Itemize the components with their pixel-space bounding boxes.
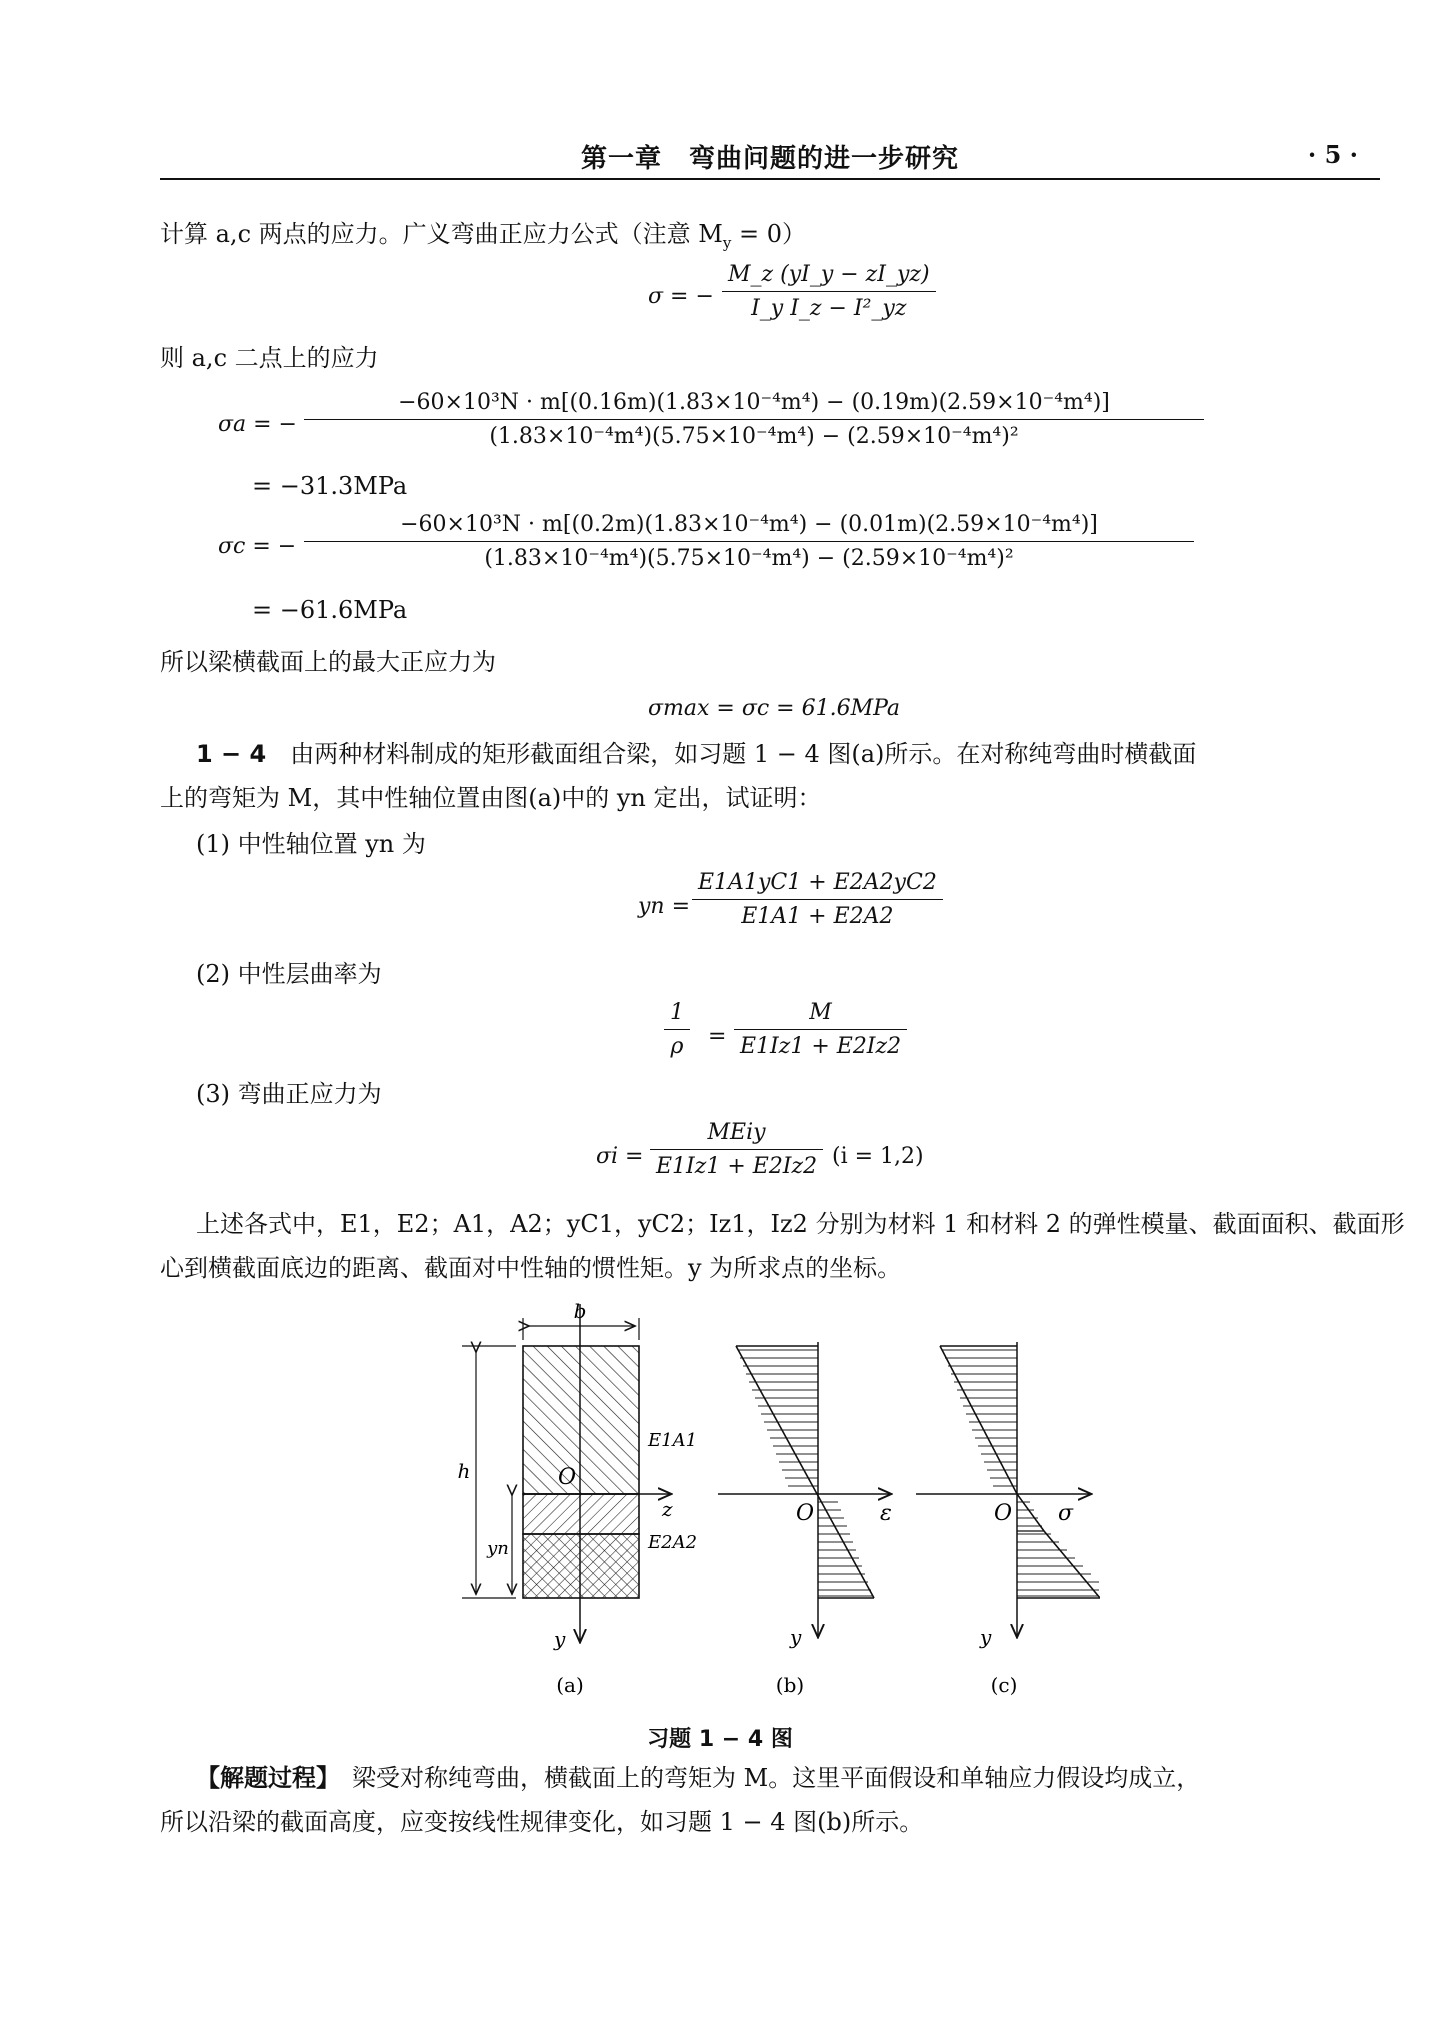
stress-hatching (942, 1350, 1099, 1596)
stress-line (940, 1346, 1100, 1598)
problem-line-1: 1 − 4 由两种材料制成的矩形截面组合梁，如习题 1 − 4 图(a)所示。在对称纯弯曲时横截面 (196, 740, 1197, 768)
sigma-label: σ (1058, 1501, 1074, 1526)
material-1-region (523, 1346, 639, 1494)
eq-rho-left-den: ρ (664, 1029, 690, 1059)
eq-sigma-c-lhs: σc = − (218, 534, 297, 559)
eq-sigma-a-fraction (304, 390, 1204, 449)
eq1-numerator: M_z (yI_y − zI_yz) (728, 262, 930, 287)
figure-caption: 习题 1 − 4 图 (647, 1727, 793, 1752)
item-2: (2) 中性层曲率为 (196, 960, 382, 988)
origin-label-a: O (558, 1465, 577, 1490)
eq-yn-lhs: yn = (638, 894, 691, 919)
page-number: · 5 · (1307, 140, 1358, 169)
caption-c: (c) (990, 1673, 1018, 1697)
epsilon-label: ε (880, 1501, 892, 1526)
eq-rho-right (734, 1000, 907, 1059)
caption-b: (b) (775, 1673, 805, 1697)
dim-h-label: h (457, 1459, 471, 1483)
material-2-upper-region (523, 1494, 639, 1534)
problem-number: 1 − 4 (196, 740, 267, 768)
solution-line-2: 所以沿梁的截面高度，应变按线性规律变化，如习题 1 − 4 图(b)所示。 (160, 1808, 924, 1836)
eq-sigma-a-numerator: −60×10³N · m[(0.16m)(1.83×10⁻⁴m⁴) − (0.19m)(2.59×10⁻⁴m⁴)] (398, 390, 1110, 415)
paragraph-definitions-1: 上述各式中，E1，E2；A1，A2；yC1，yC2；Iz1，Iz2 分别为材料 1 和材料 2 的弹性模量、截面面积、截面形 (196, 1210, 1405, 1238)
y-label-c: y (980, 1625, 992, 1649)
eq-sigma-c-denominator: (1.83×10⁻⁴m⁴)(5.75×10⁻⁴m⁴) − (2.59×10⁻⁴m⁴)² (304, 541, 1194, 571)
eq-sigma-c-numerator: −60×10³N · m[(0.2m)(1.83×10⁻⁴m⁴) − (0.01m)(2.59×10⁻⁴m⁴)] (400, 512, 1098, 537)
dim-yn-label: yn (487, 1538, 509, 1559)
dim-b-label: b (573, 1299, 587, 1323)
subfigure-b (718, 1342, 892, 1697)
eq-rho-left (664, 1000, 690, 1059)
eq-sigma-a-lhs: σa = − (218, 412, 297, 437)
eq1-denominator: I_y I_z − I²_yz (722, 291, 936, 321)
eq-rho-equals: = (708, 1024, 727, 1049)
eq-sigma-c-fraction (304, 512, 1194, 571)
eq-sigma-i-numerator: MEiy (707, 1120, 766, 1145)
chapter-title: 第一章 弯曲问题的进一步研究 (580, 144, 959, 174)
eq-sigma-a-denominator: (1.83×10⁻⁴m⁴)(5.75×10⁻⁴m⁴) − (2.59×10⁻⁴m⁴)² (304, 419, 1204, 449)
eq-sigma-max: σmax = σc = 61.6MPa (648, 696, 901, 721)
eq-sigma-a-result: = −31.3MPa (252, 472, 408, 500)
page-header (160, 136, 1380, 180)
eq-rho-numerator: M (809, 1000, 832, 1025)
eq-rho-denominator: E1Iz1 + E2Iz2 (734, 1029, 907, 1059)
solution-line-1: 【解题过程】 梁受对称纯弯曲，横截面上的弯矩为 M。这里平面假设和单轴应力假设均成立， (196, 1764, 1201, 1792)
item-3: (3) 弯曲正应力为 (196, 1080, 382, 1108)
eq-sigma-i-denominator: E1Iz1 + E2Iz2 (650, 1149, 823, 1179)
eq-yn-fraction (692, 870, 943, 929)
eq-rho-left-num: 1 (670, 1000, 684, 1025)
strain-line (736, 1346, 874, 1598)
subfigure-c (916, 1342, 1100, 1697)
subfigure-a (458, 1299, 697, 1697)
item-1: (1) 中性轴位置 yn 为 (196, 830, 426, 858)
label-E2A2: E2A2 (648, 1532, 698, 1553)
eq-sigma-i-fraction (650, 1120, 823, 1179)
eq-yn-numerator: E1A1yC1 + E2A2yC2 (698, 870, 937, 895)
eq-sigma-i-condition: (i = 1,2) (832, 1144, 924, 1169)
paragraph-definitions-2: 心到横截面底边的距离、截面对中性轴的惯性矩。y 为所求点的坐标。 (160, 1254, 902, 1282)
solution-label: 【解题过程】 (196, 1764, 328, 1792)
problem-line-2: 上的弯矩为 M，其中性轴位置由图(a)中的 yn 定出，试证明： (160, 784, 822, 812)
y-label-b: y (790, 1625, 802, 1649)
eq-sigma-c-result: = −61.6MPa (252, 596, 408, 624)
eq1-lhs: σ = − (648, 284, 714, 309)
eq-yn-denominator: E1A1 + E2A2 (692, 899, 943, 929)
origin-label-b: O (796, 1501, 815, 1526)
paragraph-max-stress: 所以梁横截面上的最大正应力为 (160, 648, 496, 676)
eq1-fraction (722, 262, 936, 321)
z-label-a: z (662, 1497, 673, 1521)
y-label-a: y (554, 1627, 566, 1651)
figure-1-4 (440, 1296, 1100, 1716)
origin-label-c: O (994, 1501, 1013, 1526)
paragraph-intro: 计算 a,c 两点的应力。广义弯曲正应力公式（注意 $M_y = 0$） (160, 220, 806, 252)
eq-sigma-i-lhs: σi = (596, 1144, 644, 1169)
paragraph-stresses: 则 a,c 二点上的应力 (160, 344, 379, 372)
caption-a: (a) (556, 1673, 584, 1697)
label-E1A1: E1A1 (648, 1430, 698, 1451)
